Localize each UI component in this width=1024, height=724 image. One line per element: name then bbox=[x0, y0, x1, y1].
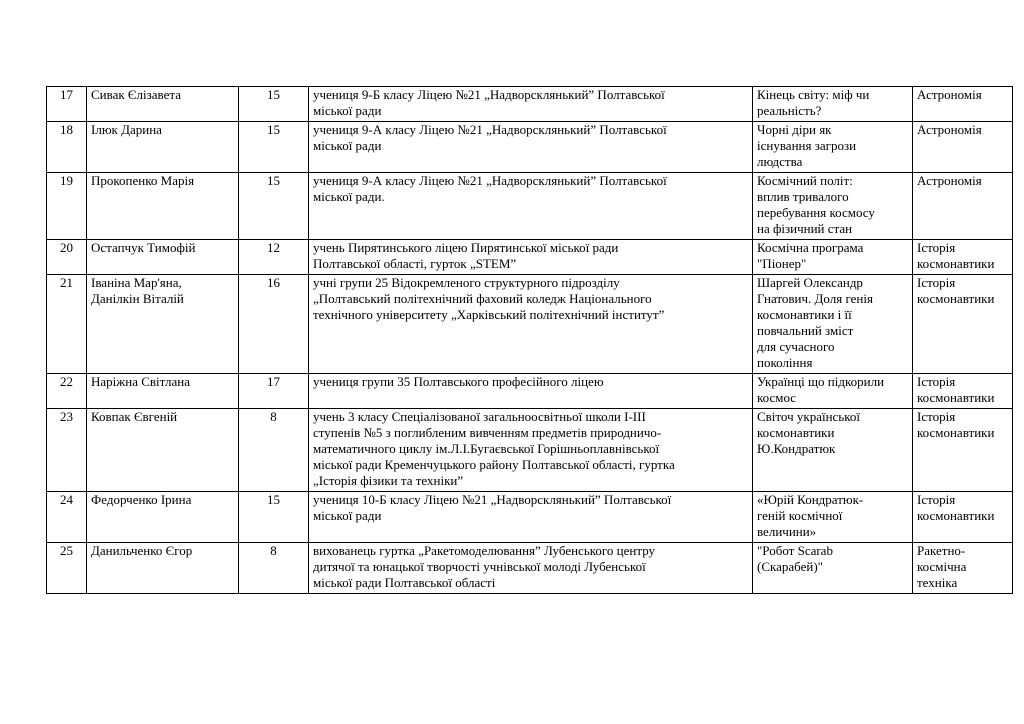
report-topic: Космічна програма "Піонер" bbox=[753, 240, 913, 275]
row-number: 23 bbox=[47, 409, 87, 492]
section-name: Історія космонавтики bbox=[913, 374, 1013, 409]
table-row bbox=[47, 173, 1013, 240]
report-topic: "Робот Scarab (Скарабей)" bbox=[753, 543, 913, 594]
section-name: Астрономія bbox=[913, 122, 1013, 173]
participant-age: 15 bbox=[239, 122, 309, 173]
table-row bbox=[47, 240, 1013, 275]
report-topic: Світоч української космонавтики Ю.Кондратюк bbox=[753, 409, 913, 492]
participant-school: учні групи 25 Відокремленого структурного підрозділу „Полтавський політехнічний фаховий коледж Національного технічного університету „Харківський політехнічний інститут” bbox=[309, 275, 753, 374]
participant-age: 8 bbox=[239, 543, 309, 594]
table-row bbox=[47, 122, 1013, 173]
participant-school: вихованець гуртка „Ракетомоделювання” Лубенського центру дитячої та юнацької творчості учнівської молоді Лубенської міської ради Полтавської області bbox=[309, 543, 753, 594]
participant-school: учень Пирятинського ліцею Пирятинської міської ради Полтавської області, гурток „STEM” bbox=[309, 240, 753, 275]
table-row bbox=[47, 409, 1013, 492]
report-topic: Шаргей Олександр Гнатович. Доля генія космонавтики і її повчальний зміст для сучасного покоління bbox=[753, 275, 913, 374]
participant-name: Прокопенко Марія bbox=[87, 173, 239, 240]
participant-age: 8 bbox=[239, 409, 309, 492]
participant-age: 15 bbox=[239, 492, 309, 543]
participant-name: Сивак Єлізавета bbox=[87, 87, 239, 122]
section-name: Астрономія bbox=[913, 87, 1013, 122]
row-number: 21 bbox=[47, 275, 87, 374]
participant-name: Наріжна Світлана bbox=[87, 374, 239, 409]
participant-name: Федорченко Ірина bbox=[87, 492, 239, 543]
participant-school: учениця 9-А класу Ліцею №21 „Надворсклянький” Полтавської міської ради. bbox=[309, 173, 753, 240]
participants-table bbox=[46, 86, 1013, 594]
participant-age: 15 bbox=[239, 87, 309, 122]
report-topic: Українці що підкорили космос bbox=[753, 374, 913, 409]
section-name: Історія космонавтики bbox=[913, 492, 1013, 543]
table-row bbox=[47, 492, 1013, 543]
participant-name: Ілюк Дарина bbox=[87, 122, 239, 173]
row-number: 25 bbox=[47, 543, 87, 594]
participant-name: Ковпак Євгеній bbox=[87, 409, 239, 492]
report-topic: Кінець світу: міф чи реальність? bbox=[753, 87, 913, 122]
section-name: Ракетно- космічна техніка bbox=[913, 543, 1013, 594]
participant-age: 15 bbox=[239, 173, 309, 240]
row-number: 18 bbox=[47, 122, 87, 173]
section-name: Історія космонавтики bbox=[913, 275, 1013, 374]
row-number: 20 bbox=[47, 240, 87, 275]
row-number: 22 bbox=[47, 374, 87, 409]
participant-age: 12 bbox=[239, 240, 309, 275]
table-row bbox=[47, 543, 1013, 594]
participant-school: учень 3 класу Спеціалізованої загальноосвітньої школи І-ІІІ ступенів №5 з поглибленим вивченням предметів природничо- математичного циклу ім.Л.І.Бугаєвської Горішньоплавнівської міської ради Кременчуцького району Полтавської області, гуртка „Історія фізики та техніки” bbox=[309, 409, 753, 492]
section-name: Історія космонавтики bbox=[913, 240, 1013, 275]
section-name: Історія космонавтики bbox=[913, 409, 1013, 492]
participant-name: Данильченко Єгор bbox=[87, 543, 239, 594]
row-number: 19 bbox=[47, 173, 87, 240]
participants-table-body bbox=[47, 87, 1013, 594]
report-topic: Космічний політ: вплив тривалого перебування космосу на фізичний стан bbox=[753, 173, 913, 240]
row-number: 24 bbox=[47, 492, 87, 543]
participant-age: 17 bbox=[239, 374, 309, 409]
participant-school: учениця 10-Б класу Ліцею №21 „Надворсклянький” Полтавської міської ради bbox=[309, 492, 753, 543]
participant-school: учениця групи 35 Полтавського професійного ліцею bbox=[309, 374, 753, 409]
table-row bbox=[47, 275, 1013, 374]
participant-school: учениця 9-Б класу Ліцею №21 „Надворсклянький” Полтавської міської ради bbox=[309, 87, 753, 122]
report-topic: Чорні діри як існування загрози людства bbox=[753, 122, 913, 173]
table-row bbox=[47, 374, 1013, 409]
table-row bbox=[47, 87, 1013, 122]
section-name: Астрономія bbox=[913, 173, 1013, 240]
row-number: 17 bbox=[47, 87, 87, 122]
participant-name: Іваніна Мар'яна, Данілкін Віталій bbox=[87, 275, 239, 374]
participant-age: 16 bbox=[239, 275, 309, 374]
participant-school: учениця 9-А класу Ліцею №21 „Надворсклянький” Полтавської міської ради bbox=[309, 122, 753, 173]
report-topic: «Юрій Кондратюк- геній космічної величини» bbox=[753, 492, 913, 543]
participant-name: Остапчук Тимофій bbox=[87, 240, 239, 275]
